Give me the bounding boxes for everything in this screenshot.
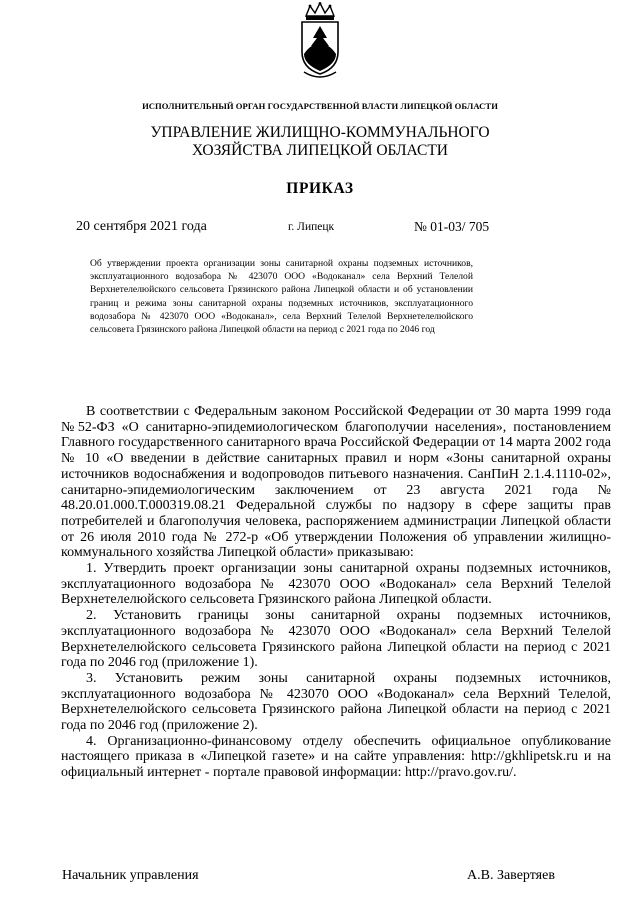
order-subject: Об утверждении проекта организации зоны санитарной охраны подземных источников, эксплуатационного водозабора № 423070 ООО «Водоканал» села Верхний Телелой Верхнетелелюйского сельсовета Грязинского района Липецкой области и об установлении границ и режима зоны санитарной охраны подземных источников, эксплуатационного водозабора № 423070 ООО «Водоканал», села Верхний Телелой Верхнетелелюйского сельсовета Грязинского района Липецкой области на период с 2021 года по 2046 год: [90, 258, 473, 336]
coat-of-arms-icon: [296, 2, 344, 84]
preamble-paragraph: В соответствии с Федеральным законом Российской Федерации от 30 марта 1999 года №52-ФЗ «О санитарно-эпидемиологическом благополучии населения», постановлением Главного государственного санитарного врача Российской Федерации от 14 марта 2002 года № 10 «О введении в действие санитарных правил и норм «Зоны санитарной охраны источников водоснабжения и водопроводов питьевого назначения. СанПиН 2.1.4.1110-02», санитарно-эпидемиологическим заключением от 23 августа 2021 года № 48.20.01.000.Т.000319.08.21 Федеральной службы по надзору в сфере защиты прав потребителей и благополучия человека, распоряжением администрации Липецкой области от 26 июля 2010 года № 272-р «Об утверждении Положения об управлении жилищно-коммунального хозяйства Липецкой области» приказываю:: [61, 404, 611, 561]
order-body: [61, 404, 611, 781]
order-date: 20 сентября 2021 года: [76, 219, 207, 234]
order-number: № 01-03/ 705: [414, 219, 490, 234]
document-type: ПРИКАЗ: [286, 180, 354, 197]
order-item-1: 1. Утвердить проект организации зоны санитарной охраны подземных источников, эксплуатационного водозабора № 423070 ООО «Водоканал» села Верхний Телелой Верхнетелелюйского сельсовета Грязинского района Липецкой области.: [61, 561, 611, 608]
department-name: УПРАВЛЕНИЕ ЖИЛИЩНО-КОММУНАЛЬНОГО ХОЗЯЙСТВА ЛИПЕЦКОЙ ОБЛАСТИ: [150, 124, 490, 159]
order-item-3: 3. Установить режим зоны санитарной охраны подземных источников, эксплуатационного водозабора № 423070 ООО «Водоканал» села Верхний Телелой, Верхнетелелюйского сельсовета Грязинского района Липецкой области на период с 2021 года по 2046 год (приложение 2).: [61, 670, 611, 734]
signatory-name: А.В. Завертяев: [467, 868, 555, 883]
signatory-title: Начальник управления: [62, 868, 199, 883]
issuing-authority: ИСПОЛНИТЕЛЬНЫЙ ОРГАН ГОСУДАРСТВЕННОЙ ВЛАСТИ ЛИПЕЦКОЙ ОБЛАСТИ: [142, 101, 498, 111]
order-city: г. Липецк: [288, 221, 335, 233]
order-item-4: 4. Организационно-финансовому отделу обеспечить официальное опубликование настоящего приказа в «Липецкой газете» и на сайте управления: http://gkhlipetsk.ru и на официальный интернет - портале правовой информации: http://pravo.gov.ru/.: [61, 733, 611, 781]
order-item-2: 2. Установить границы зоны санитарной охраны подземных источников, эксплуатационного водозабора № 423070 ООО «Водоканал» села Верхний Телелой Верхнетелелюйского сельсовета Грязинского района Липецкой области на период с 2021 года по 2046 год (приложение 1).: [61, 608, 611, 671]
